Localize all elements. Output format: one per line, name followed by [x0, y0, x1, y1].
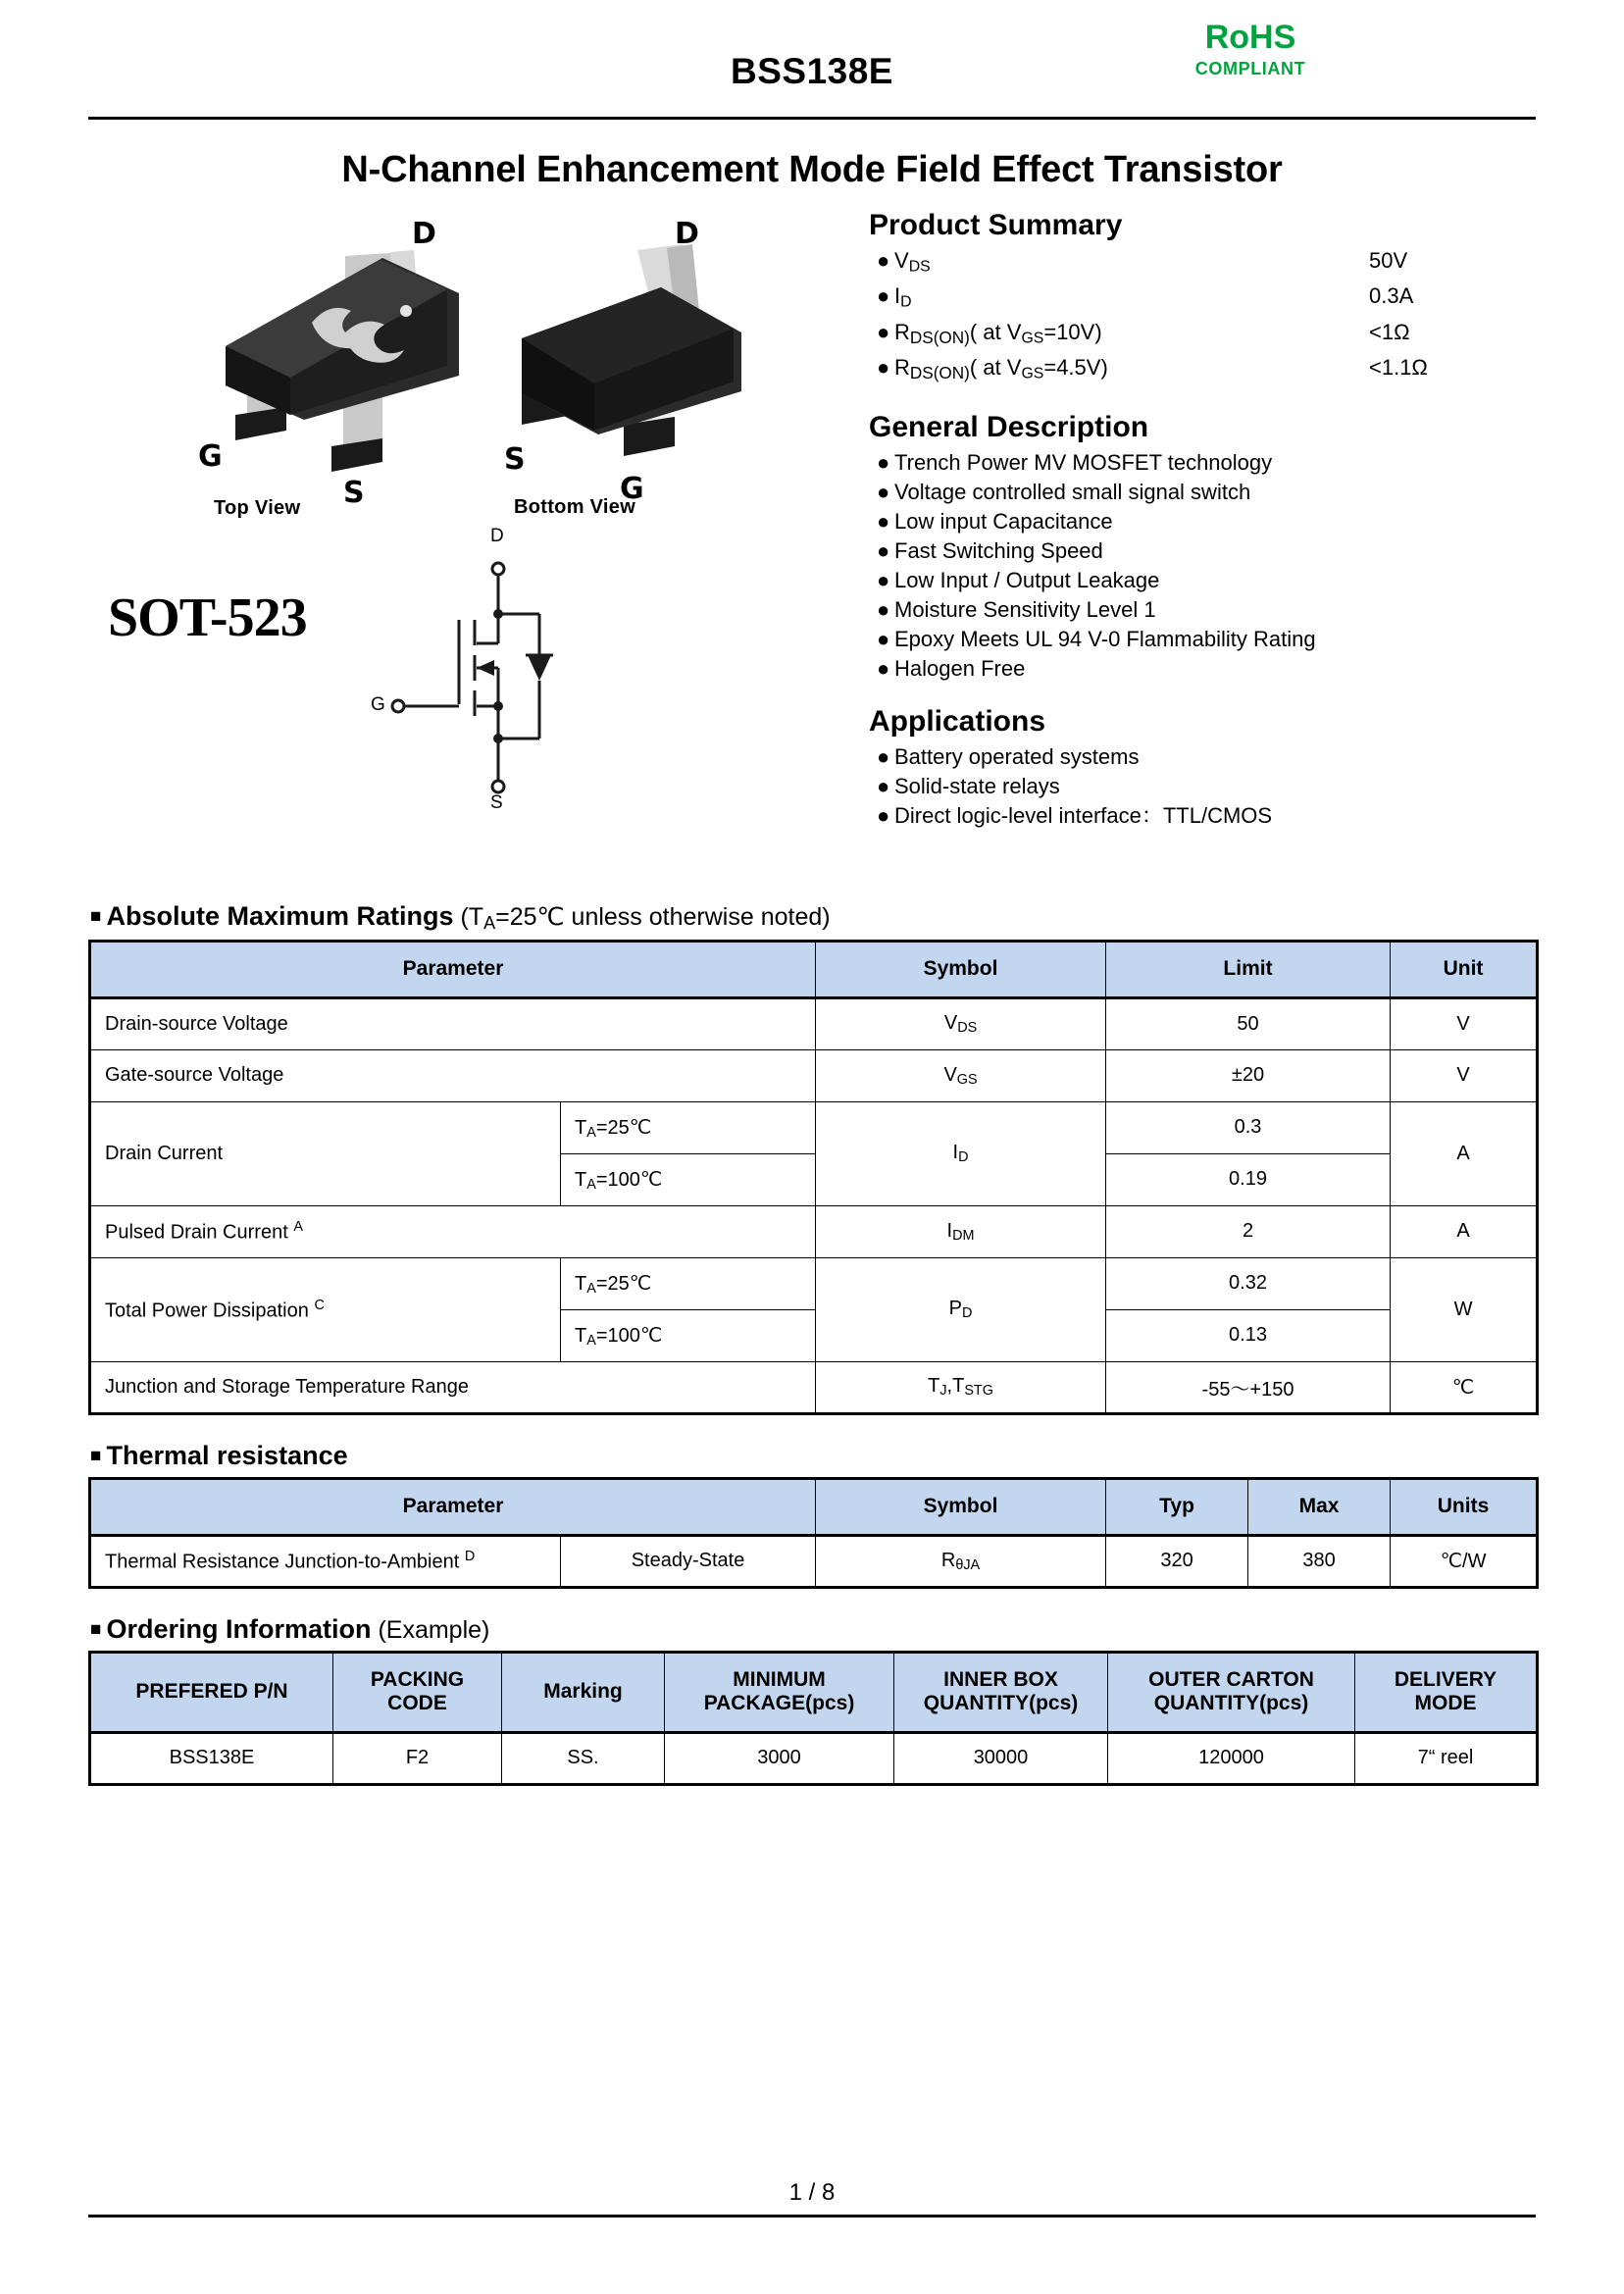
square-bullet-icon: ■	[90, 906, 102, 927]
cell-limit: 2	[1106, 1205, 1391, 1257]
page-footer	[88, 2179, 1536, 2218]
column-header-marking: Marking	[502, 1652, 665, 1732]
cell-packing-code: F2	[333, 1732, 502, 1784]
bottom-view-pin-d-label: D	[675, 217, 699, 251]
general-description-item: ● Halogen Free	[869, 654, 1536, 684]
general-description-item: ● Low Input / Output Leakage	[869, 566, 1536, 595]
table-header-row	[90, 1652, 1538, 1732]
table-row	[90, 1535, 1538, 1587]
bullet-icon: ●	[877, 479, 890, 504]
cell-parameter: Junction and Storage Temperature Range	[90, 1361, 816, 1413]
table-row	[90, 997, 1538, 1049]
product-summary-value: <1.1Ω	[1369, 355, 1428, 381]
rohs-compliant-label: COMPLIANT	[1194, 59, 1306, 79]
ordering-information-table	[88, 1651, 1539, 1786]
column-header-limit: Limit	[1106, 941, 1391, 997]
column-header-minimum-package: MINIMUM PACKAGE(pcs)	[665, 1652, 894, 1732]
top-view-caption: Top View	[214, 497, 301, 519]
bottom-view-pin-s-label: S	[504, 442, 526, 477]
rohs-badge	[1103, 20, 1397, 79]
thermal-resistance-table	[88, 1477, 1539, 1589]
column-header-packing-code: PACKING CODE	[333, 1652, 502, 1732]
table-body	[90, 1732, 1538, 1784]
cell-max: 380	[1248, 1535, 1391, 1587]
table-row	[90, 1257, 1538, 1309]
bullet-icon: ●	[877, 355, 890, 381]
column-header-max: Max	[1248, 1478, 1391, 1535]
square-bullet-icon: ■	[90, 1445, 102, 1466]
hero-section	[88, 199, 1536, 876]
hero-text-column	[863, 199, 1536, 876]
cell-condition: $T_A=25℃$	[561, 1257, 816, 1309]
general-description-item: ● Epoxy Meets UL 94 V-0 Flammability Rating	[869, 625, 1536, 654]
cell-marking: SS.	[502, 1732, 665, 1784]
footer-divider	[88, 2215, 1536, 2218]
table-row	[90, 1049, 1538, 1101]
product-summary-item	[869, 281, 1536, 317]
table-row	[90, 1732, 1538, 1784]
cell-limit: 0.32	[1106, 1257, 1391, 1309]
table-row	[90, 1101, 1538, 1153]
product-summary-label: $R_{DS(ON)}$( at $V_{GS}=4.5V$)	[894, 355, 1108, 383]
cell-limit: 0.3	[1106, 1101, 1391, 1153]
table-body	[90, 997, 1538, 1413]
schematic-pin-d-label: D	[490, 526, 504, 546]
cell-typ: 320	[1106, 1535, 1248, 1587]
absolute-maximum-ratings-heading: ■ Absolute Maximum Ratings ($T_A=25℃$ unless otherwise noted)	[90, 901, 831, 933]
cell-minimum-package: 3000	[665, 1732, 894, 1784]
column-header-parameter: Parameter	[90, 941, 816, 997]
general-description-item: ● Trench Power MV MOSFET technology	[869, 448, 1536, 478]
column-header-symbol: Symbol	[816, 1478, 1106, 1535]
bullet-icon: ●	[877, 248, 890, 273]
table-row	[90, 1205, 1538, 1257]
ordering-information-heading: ■ Ordering Information (Example)	[90, 1613, 490, 1644]
schematic-pin-s-label: S	[490, 792, 503, 813]
bullet-icon: ●	[877, 283, 890, 309]
table-row	[90, 1361, 1538, 1413]
column-header-unit: Unit	[1391, 941, 1538, 997]
cell-condition: $T_A=25℃$	[561, 1101, 816, 1153]
general-description-item: ● Moisture Sensitivity Level 1	[869, 595, 1536, 625]
rohs-label: RoHS	[1204, 19, 1296, 56]
general-description-item: ● Fast Switching Speed	[869, 536, 1536, 566]
column-header-prefered-pn: PREFERED P/N	[90, 1652, 333, 1732]
cell-parameter: Pulsed Drain Current $^A$	[90, 1205, 816, 1257]
cell-limit: 50	[1106, 997, 1391, 1049]
column-header-typ: Typ	[1106, 1478, 1248, 1535]
cell-symbol: $I_{DM}$	[816, 1205, 1106, 1257]
absolute-maximum-ratings-table	[88, 940, 1539, 1415]
bullet-icon: ●	[877, 449, 890, 475]
bullet-icon: ●	[877, 508, 890, 534]
bottom-view-pin-g-label: G	[620, 472, 644, 506]
package-graphics	[88, 199, 863, 876]
cell-parameter: Gate-source Voltage	[90, 1049, 816, 1101]
table-header-row	[90, 941, 1538, 997]
column-header-inner-box-quantity: INNER BOX QUANTITY(pcs)	[894, 1652, 1108, 1732]
cell-prefered-pn: BSS138E	[90, 1732, 333, 1784]
table-body	[90, 1535, 1538, 1587]
cell-inner-box-quantity: 30000	[894, 1732, 1108, 1784]
page-header	[88, 0, 1536, 113]
bullet-icon: ●	[877, 773, 890, 798]
header-divider	[88, 117, 1536, 120]
general-description-item: ● Low input Capacitance	[869, 507, 1536, 536]
column-header-units: Units	[1391, 1478, 1538, 1535]
product-summary-heading: Product Summary	[869, 209, 1123, 241]
bottom-view-caption: Bottom View	[514, 496, 636, 518]
cell-delivery-mode: 7“ reel	[1355, 1732, 1538, 1784]
table-header	[90, 941, 1538, 997]
cell-unit: V	[1391, 1049, 1538, 1101]
applications-heading: Applications	[869, 704, 1046, 738]
top-view-pin-g-label: G	[198, 439, 223, 474]
column-header-delivery-mode: DELIVERY MODE	[1355, 1652, 1538, 1732]
cell-parameter: Total Power Dissipation $^C$	[90, 1257, 561, 1361]
applications-item: ● Solid-state relays	[869, 772, 1536, 801]
product-summary-value: 0.3A	[1369, 283, 1414, 309]
bullet-icon: ●	[877, 567, 890, 592]
thermal-resistance-heading: ■ Thermal resistance	[90, 1440, 348, 1470]
cell-parameter: Drain Current	[90, 1101, 561, 1205]
cell-condition: $T_A=100℃$	[561, 1153, 816, 1205]
package-name-label: SOT-523	[108, 587, 307, 648]
bullet-icon: ●	[877, 319, 890, 344]
product-summary-item	[869, 246, 1536, 281]
cell-symbol: $T_J,T_{STG}$	[816, 1361, 1106, 1413]
cell-symbol: $P_D$	[816, 1257, 1106, 1361]
mosfet-schematic-symbol	[382, 537, 637, 832]
bullet-icon: ●	[877, 626, 890, 651]
cell-unit: W	[1391, 1257, 1538, 1361]
cell-parameter: Thermal Resistance Junction-to-Ambient $^D$	[90, 1535, 561, 1587]
column-header-outer-carton-quantity: OUTER CARTON QUANTITY(pcs)	[1108, 1652, 1355, 1732]
bullet-icon: ●	[877, 802, 890, 828]
table-header-row	[90, 1478, 1538, 1535]
cell-unit: ℃	[1391, 1361, 1538, 1413]
bullet-icon: ●	[877, 596, 890, 622]
cell-units: ℃/W	[1391, 1535, 1538, 1587]
table-header	[90, 1478, 1538, 1535]
column-header-symbol: Symbol	[816, 941, 1106, 997]
bullet-icon: ●	[877, 537, 890, 563]
cell-unit: A	[1391, 1205, 1538, 1257]
cell-limit: ±20	[1106, 1049, 1391, 1101]
applications-item: ● Battery operated systems	[869, 742, 1536, 772]
part-number-title: BSS138E	[731, 51, 893, 91]
product-summary-item	[869, 318, 1536, 353]
cell-condition: Steady-State	[561, 1535, 816, 1587]
product-summary-value: <1Ω	[1369, 319, 1410, 344]
cell-unit: V	[1391, 997, 1538, 1049]
cell-parameter: Drain-source Voltage	[90, 997, 816, 1049]
cell-outer-carton-quantity: 120000	[1108, 1732, 1355, 1784]
product-summary-label: $R_{DS(ON)}$( at $V_{GS}=10V$)	[894, 319, 1102, 347]
general-description-item: ● Voltage controlled small signal switch	[869, 478, 1536, 507]
product-summary-label: $V_{DS}$	[894, 248, 931, 276]
cell-unit: A	[1391, 1101, 1538, 1205]
top-view-pin-s-label: S	[343, 476, 365, 510]
product-summary-value: 50V	[1369, 248, 1408, 273]
page-title: N-Channel Enhancement Mode Field Effect Transistor	[341, 149, 1283, 190]
cell-limit: -55～+150	[1106, 1361, 1391, 1413]
applications-item: ● Direct logic-level interface：TTL/CMOS	[869, 801, 1536, 831]
cell-limit: 0.19	[1106, 1153, 1391, 1205]
cell-condition: $T_A=100℃$	[561, 1309, 816, 1361]
general-description-heading: General Description	[869, 410, 1149, 443]
cell-symbol: $V_{DS}$	[816, 997, 1106, 1049]
cell-symbol: $I_D$	[816, 1101, 1106, 1205]
schematic-pin-g-label: G	[371, 694, 385, 715]
bullet-icon: ●	[877, 655, 890, 681]
product-summary-label: $I_D$	[894, 283, 912, 311]
top-view-pin-d-label: D	[412, 217, 436, 251]
bullet-icon: ●	[877, 743, 890, 769]
cell-symbol: $V_{GS}$	[816, 1049, 1106, 1101]
column-header-parameter: Parameter	[90, 1478, 816, 1535]
product-summary-item	[869, 353, 1536, 388]
cell-limit: 0.13	[1106, 1309, 1391, 1361]
page-number: 1 / 8	[788, 2179, 836, 2206]
cell-symbol: $R_{\theta JA}$	[816, 1535, 1106, 1587]
square-bullet-icon: ■	[90, 1618, 102, 1640]
table-header	[90, 1652, 1538, 1732]
package-bottom-view-image	[500, 229, 824, 513]
